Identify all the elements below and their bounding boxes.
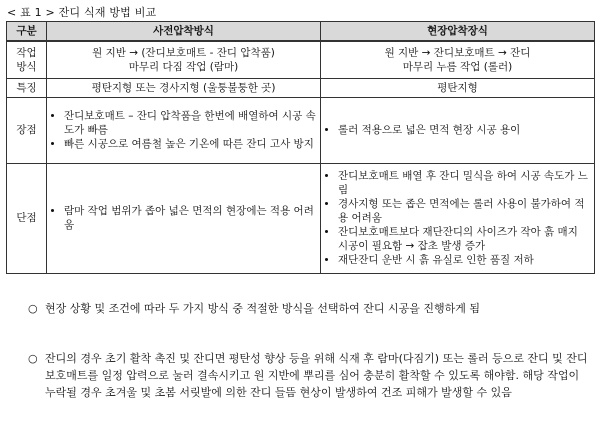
row-label-method-text: 작업 방식 [16, 46, 37, 73]
cell-method-onsite-text: 원 지반 → 잔디보호매트 → 잔디 마무리 누름 작업 (롤러) [384, 46, 531, 73]
table-caption: < 표 1 > 잔디 식재 방법 비교 [7, 6, 157, 19]
disadvantage-pre-list [51, 204, 316, 232]
paragraph-text: 현장 상황 및 조건에 따라 두 가지 방식 중 적절한 방식을 선택하여 잔디 시공을 진행하게 됨 [45, 302, 480, 315]
list-item: • 람마 작업 범위가 좁아 넓은 면적의 현장에는 적용 어려움 [64, 204, 316, 232]
list-item: • 잔디보호매트보다 재단잔디의 사이즈가 작아 흙 매지 시공이 필요함 → 잡초 발생 증가 [338, 225, 590, 253]
table-row-advantage [7, 97, 595, 163]
cell-advantage-onsite [321, 97, 595, 163]
paragraph-compaction-note [28, 350, 588, 401]
paragraph-method-selection [28, 300, 588, 317]
table-row-feature [7, 78, 595, 97]
list-item: • 재단잔디 운반 시 흙 유실로 인한 품질 저하 [338, 253, 590, 267]
header-category: 구분 [7, 22, 47, 42]
cell-feature-onsite: 평탄지형 [321, 78, 595, 97]
cell-method-onsite [321, 41, 595, 78]
cell-feature-pre: 평탄지형 또는 경사지형 (울퉁불퉁한 곳) [47, 78, 321, 97]
list-item: • 빠른 시공으로 여름철 높은 기온에 따른 잔디 고사 방지 [64, 137, 316, 151]
list-item: • 롤러 적용으로 넓은 면적 현장 시공 용이 [338, 123, 590, 137]
table-header-row [7, 22, 595, 42]
cell-method-pre-text: 원 지반 → (잔디보호매트 - 잔디 압착품) 마무리 다짐 작업 (람마) [92, 46, 275, 73]
advantage-pre-list [51, 109, 316, 151]
cell-advantage-pre [47, 97, 321, 163]
paragraph-text: 잔디의 경우 초기 활착 촉진 및 잔디면 평탄성 향상 등을 위해 식재 후 람마(다짐기) 또는 롤러 등으로 잔디 및 잔디보호매트를 일정 압력으로 눌러 결속시키고 원 지반에 뿌리를 심어 충분히 활착할 수 있도록 해야함. 해당 작업이 누락될 경우 초겨울 및 초봄 서릿발에 의한 잔디 들뜸 현상이 발생하여 건조 피해가 발생할 수 있음 [45, 352, 588, 399]
cell-disadvantage-pre [47, 163, 321, 273]
row-label-method [7, 41, 47, 78]
comparison-table [6, 21, 595, 274]
disadvantage-onsite-list [325, 169, 590, 267]
table-row-method [7, 41, 595, 78]
circle-bullet: ○ [28, 352, 38, 365]
list-item: • 경사지형 또는 좁은 면적에는 롤러 사용이 불가하여 적용 어려움 [338, 197, 590, 225]
row-label-disadvantage: 단점 [7, 163, 47, 273]
list-item: • 잔디보호매트 배열 후 잔디 밀식을 하여 시공 속도가 느림 [338, 169, 590, 197]
row-label-feature: 특징 [7, 78, 47, 97]
list-item: • 잔디보호매트 – 잔디 압착품을 한번에 배열하여 시공 속도가 빠름 [64, 109, 316, 137]
advantage-onsite-list [325, 123, 590, 137]
row-label-advantage: 장점 [7, 97, 47, 163]
table-row-disadvantage [7, 163, 595, 273]
cell-method-pre [47, 41, 321, 78]
circle-bullet: ○ [28, 302, 38, 315]
header-pre-compression: 사전압착방식 [47, 22, 321, 42]
cell-disadvantage-onsite [321, 163, 595, 273]
header-onsite-compression: 현장압착장식 [321, 22, 595, 42]
